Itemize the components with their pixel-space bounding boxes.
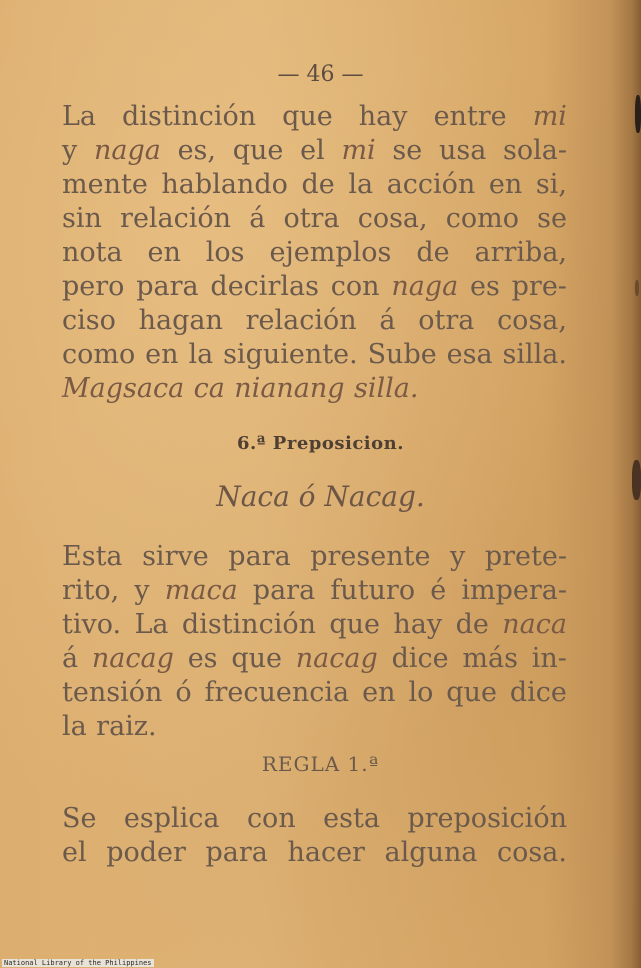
word: pero	[62, 271, 125, 302]
text-line	[62, 304, 567, 338]
word: hacer	[287, 837, 365, 868]
word: que	[329, 609, 381, 640]
word: silla.	[502, 339, 567, 370]
word: se	[392, 135, 423, 166]
paragraph-naca	[62, 540, 567, 744]
word: usa	[438, 135, 487, 166]
word: sola-	[503, 135, 567, 166]
word: con	[246, 803, 296, 834]
word: otra	[418, 305, 475, 336]
word: mente	[62, 169, 148, 200]
word: acción	[386, 169, 476, 200]
word: sin	[62, 203, 102, 234]
word: pre-	[511, 271, 567, 302]
word: in-	[531, 643, 567, 674]
word: Esta	[62, 541, 123, 572]
word: el	[62, 837, 87, 868]
text-line	[62, 608, 567, 642]
word: en	[147, 237, 181, 268]
section-heading-preposition: 6.ª Preposicion.	[236, 433, 404, 454]
word: la	[348, 169, 374, 200]
word: á	[249, 203, 266, 234]
word: los	[205, 237, 245, 268]
page-number: — 46 —	[277, 62, 364, 87]
text-line	[62, 338, 567, 372]
word: entre	[433, 101, 507, 132]
word: naga	[93, 135, 161, 166]
word: La	[62, 101, 97, 132]
word: para	[205, 837, 268, 868]
word: dice	[509, 677, 567, 708]
word: es,	[177, 135, 216, 166]
word: nacag	[295, 643, 378, 674]
text-line	[62, 236, 567, 270]
word: y	[62, 135, 78, 166]
word: es	[187, 643, 218, 674]
word: si,	[535, 169, 567, 200]
word: distinción	[122, 101, 257, 132]
word: como	[445, 203, 520, 234]
text-line	[62, 676, 567, 710]
word: otra	[283, 203, 340, 234]
paragraph-mi-naga	[62, 100, 567, 406]
word: Magsaca	[62, 373, 185, 404]
word: en	[145, 339, 179, 370]
word: á	[62, 643, 79, 674]
word: á	[379, 305, 396, 336]
text-line	[62, 802, 567, 836]
word: hay	[358, 101, 408, 132]
word: mi	[532, 101, 567, 132]
word: ca	[193, 373, 225, 404]
word: tensión	[62, 677, 163, 708]
word: relación	[245, 305, 357, 336]
word: maca	[164, 575, 238, 606]
word: ejemplos	[269, 237, 392, 268]
word: dice	[391, 643, 449, 674]
word: nacag	[91, 643, 174, 674]
word: de	[455, 609, 489, 640]
word: é	[430, 575, 447, 606]
word: hagan	[138, 305, 223, 336]
text-line	[62, 202, 567, 236]
word: hablando	[161, 169, 288, 200]
word: que	[282, 101, 333, 132]
word: siguiente.	[223, 339, 358, 370]
text-line	[62, 574, 567, 608]
word: la	[188, 339, 214, 370]
word: presente	[310, 541, 431, 572]
word: lo	[408, 677, 434, 708]
binding-mark	[635, 280, 639, 296]
word: en	[362, 677, 396, 708]
word: es	[469, 271, 500, 302]
word: para	[136, 271, 199, 302]
word: prete-	[484, 541, 567, 572]
word: en	[488, 169, 523, 200]
word: que	[231, 643, 282, 674]
word: y	[134, 575, 150, 606]
word: tivo.	[62, 609, 122, 640]
word: mi	[341, 135, 376, 166]
word: rito,	[62, 575, 120, 606]
text-line	[62, 270, 567, 304]
word: Se	[62, 803, 97, 834]
word: raiz.	[96, 711, 157, 742]
paragraph-rule	[62, 802, 567, 870]
binding-mark	[635, 95, 641, 133]
library-footer: National Library of the Philippines	[4, 959, 152, 967]
word: Sube	[367, 339, 437, 370]
word: la	[62, 711, 87, 742]
word: que	[446, 677, 497, 708]
word: se	[537, 203, 567, 234]
text-line	[62, 710, 567, 744]
section-subheading-naca: Naca ó Nacag.	[216, 480, 425, 513]
word: La	[134, 609, 169, 640]
word: más	[462, 643, 518, 674]
word: esplica	[123, 803, 220, 834]
word: de	[301, 169, 335, 200]
rule-heading: REGLA 1.ª	[261, 752, 380, 776]
word: futuro	[330, 575, 416, 606]
word: arriba,	[474, 237, 567, 268]
word: silla.	[354, 373, 419, 404]
word: ó	[175, 677, 192, 708]
text-line	[62, 134, 567, 168]
text-line	[62, 642, 567, 676]
word: y	[450, 541, 466, 572]
word: frecuencia	[204, 677, 350, 708]
word: preposición	[407, 803, 567, 834]
word: cosa,	[497, 305, 567, 336]
word: como	[62, 339, 136, 370]
word: hay	[393, 609, 443, 640]
word: sirve	[142, 541, 209, 572]
text-line	[62, 100, 567, 134]
word: cosa.	[497, 837, 567, 868]
word: distinción	[181, 609, 316, 640]
word: esa	[446, 339, 493, 370]
word: impera-	[461, 575, 567, 606]
word: naca	[502, 609, 567, 640]
word: para	[252, 575, 316, 606]
text-line	[62, 836, 567, 870]
word: relación	[120, 203, 232, 234]
word: nianang	[234, 373, 345, 404]
word: alguna	[384, 837, 478, 868]
word: cosa,	[357, 203, 428, 234]
text-line	[62, 540, 567, 574]
word: nota	[62, 237, 123, 268]
word: naga	[391, 271, 459, 302]
word: que	[232, 135, 284, 166]
word: decirlas	[210, 271, 319, 302]
text-line	[62, 168, 567, 202]
word: el	[300, 135, 325, 166]
word: para	[228, 541, 291, 572]
text-line	[62, 372, 567, 406]
word: poder	[106, 837, 186, 868]
word: ciso	[62, 305, 116, 336]
word: de	[416, 237, 450, 268]
word: esta	[323, 803, 380, 834]
word: con	[330, 271, 380, 302]
